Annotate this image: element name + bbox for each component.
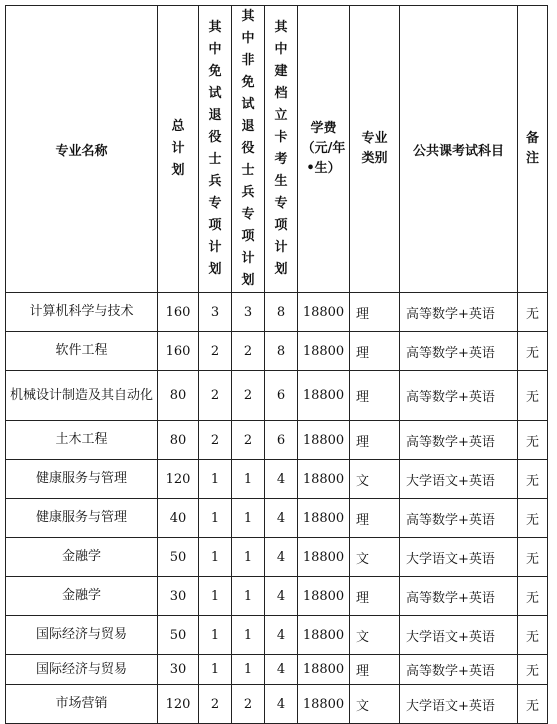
cell-total: 120 [158,460,199,499]
cell-category: 文 [350,460,400,499]
table-row [6,371,548,421]
cell-exam: 高等数学+英语 [400,577,518,616]
header-poverty: 其中建档立卡考生专项计划 [265,6,298,293]
cell-category: 理 [350,293,400,332]
cell-exam: 大学语文+英语 [400,538,518,577]
cell-remark: 无 [518,293,548,332]
header-tuition: 学费（元/年•生） [298,6,350,293]
cell-veteran-nonexempt: 1 [232,577,265,616]
cell-remark: 无 [518,616,548,655]
cell-veteran-exempt: 1 [199,460,232,499]
header-row [6,6,548,293]
cell-tuition: 18800 [298,499,350,538]
cell-poverty: 4 [265,577,298,616]
cell-veteran-exempt: 1 [199,538,232,577]
cell-tuition: 18800 [298,460,350,499]
cell-category: 理 [350,499,400,538]
cell-poverty: 4 [265,685,298,724]
cell-veteran-nonexempt: 1 [232,538,265,577]
cell-poverty: 4 [265,499,298,538]
table-row [6,685,548,724]
table-row [6,577,548,616]
cell-poverty: 4 [265,460,298,499]
cell-exam: 高等数学+英语 [400,371,518,421]
cell-veteran-exempt: 2 [199,421,232,460]
cell-remark: 无 [518,685,548,724]
cell-tuition: 18800 [298,371,350,421]
cell-veteran-exempt: 2 [199,371,232,421]
table-row [6,499,548,538]
cell-major: 计算机科学与技术 [6,293,158,332]
cell-veteran-exempt: 2 [199,685,232,724]
cell-remark: 无 [518,421,548,460]
table-row [6,616,548,655]
cell-poverty: 4 [265,538,298,577]
table-row [6,460,548,499]
cell-veteran-nonexempt: 2 [232,685,265,724]
cell-total: 80 [158,421,199,460]
cell-exam: 高等数学+英语 [400,421,518,460]
cell-exam: 高等数学+英语 [400,332,518,371]
cell-remark: 无 [518,538,548,577]
cell-total: 160 [158,332,199,371]
cell-category: 理 [350,655,400,685]
cell-poverty: 8 [265,332,298,371]
cell-total: 80 [158,371,199,421]
cell-poverty: 6 [265,371,298,421]
cell-category: 文 [350,538,400,577]
cell-exam: 高等数学+英语 [400,655,518,685]
cell-poverty: 4 [265,655,298,685]
cell-tuition: 18800 [298,332,350,371]
header-exam: 公共课考试科目 [400,6,518,293]
table-row [6,538,548,577]
cell-major: 机械设计制造及其自动化 [6,371,158,421]
cell-remark: 无 [518,332,548,371]
cell-veteran-nonexempt: 2 [232,332,265,371]
header-remark: 备注 [518,6,548,293]
cell-exam: 大学语文+英语 [400,460,518,499]
cell-total: 50 [158,616,199,655]
cell-major: 市场营销 [6,685,158,724]
cell-veteran-exempt: 1 [199,655,232,685]
enrollment-plan-table [5,5,548,724]
cell-veteran-nonexempt: 2 [232,421,265,460]
cell-major: 健康服务与管理 [6,460,158,499]
cell-veteran-nonexempt: 3 [232,293,265,332]
header-category: 专业类别 [350,6,400,293]
cell-major: 国际经济与贸易 [6,655,158,685]
table-row [6,421,548,460]
cell-major: 金融学 [6,577,158,616]
cell-poverty: 8 [265,293,298,332]
cell-veteran-nonexempt: 1 [232,499,265,538]
cell-tuition: 18800 [298,616,350,655]
cell-veteran-exempt: 3 [199,293,232,332]
cell-category: 文 [350,616,400,655]
cell-remark: 无 [518,655,548,685]
cell-total: 40 [158,499,199,538]
cell-total: 50 [158,538,199,577]
header-veteran-nonexempt: 其中非免试退役士兵专项计划 [232,6,265,293]
table-row [6,655,548,685]
cell-major: 健康服务与管理 [6,499,158,538]
cell-tuition: 18800 [298,655,350,685]
cell-category: 理 [350,332,400,371]
cell-category: 文 [350,685,400,724]
cell-major: 软件工程 [6,332,158,371]
header-major: 专业名称 [6,6,158,293]
cell-veteran-nonexempt: 1 [232,616,265,655]
cell-major: 国际经济与贸易 [6,616,158,655]
header-veteran-exempt: 其中免试退役士兵专项计划 [199,6,232,293]
table-row [6,332,548,371]
cell-tuition: 18800 [298,538,350,577]
cell-exam: 高等数学+英语 [400,293,518,332]
cell-veteran-exempt: 1 [199,616,232,655]
cell-category: 理 [350,421,400,460]
cell-remark: 无 [518,460,548,499]
cell-poverty: 6 [265,421,298,460]
cell-veteran-exempt: 1 [199,499,232,538]
cell-major: 土木工程 [6,421,158,460]
cell-category: 理 [350,577,400,616]
cell-exam: 高等数学+英语 [400,499,518,538]
cell-category: 理 [350,371,400,421]
cell-remark: 无 [518,499,548,538]
cell-total: 30 [158,577,199,616]
cell-exam: 大学语文+英语 [400,685,518,724]
cell-remark: 无 [518,577,548,616]
cell-tuition: 18800 [298,685,350,724]
header-total: 总计划 [158,6,199,293]
cell-total: 30 [158,655,199,685]
cell-veteran-exempt: 1 [199,577,232,616]
cell-exam: 大学语文+英语 [400,616,518,655]
cell-veteran-nonexempt: 2 [232,371,265,421]
cell-tuition: 18800 [298,577,350,616]
cell-tuition: 18800 [298,293,350,332]
cell-tuition: 18800 [298,421,350,460]
cell-veteran-nonexempt: 1 [232,460,265,499]
cell-total: 160 [158,293,199,332]
table-row [6,293,548,332]
cell-remark: 无 [518,371,548,421]
cell-major: 金融学 [6,538,158,577]
cell-veteran-exempt: 2 [199,332,232,371]
cell-total: 120 [158,685,199,724]
cell-poverty: 4 [265,616,298,655]
cell-veteran-nonexempt: 1 [232,655,265,685]
